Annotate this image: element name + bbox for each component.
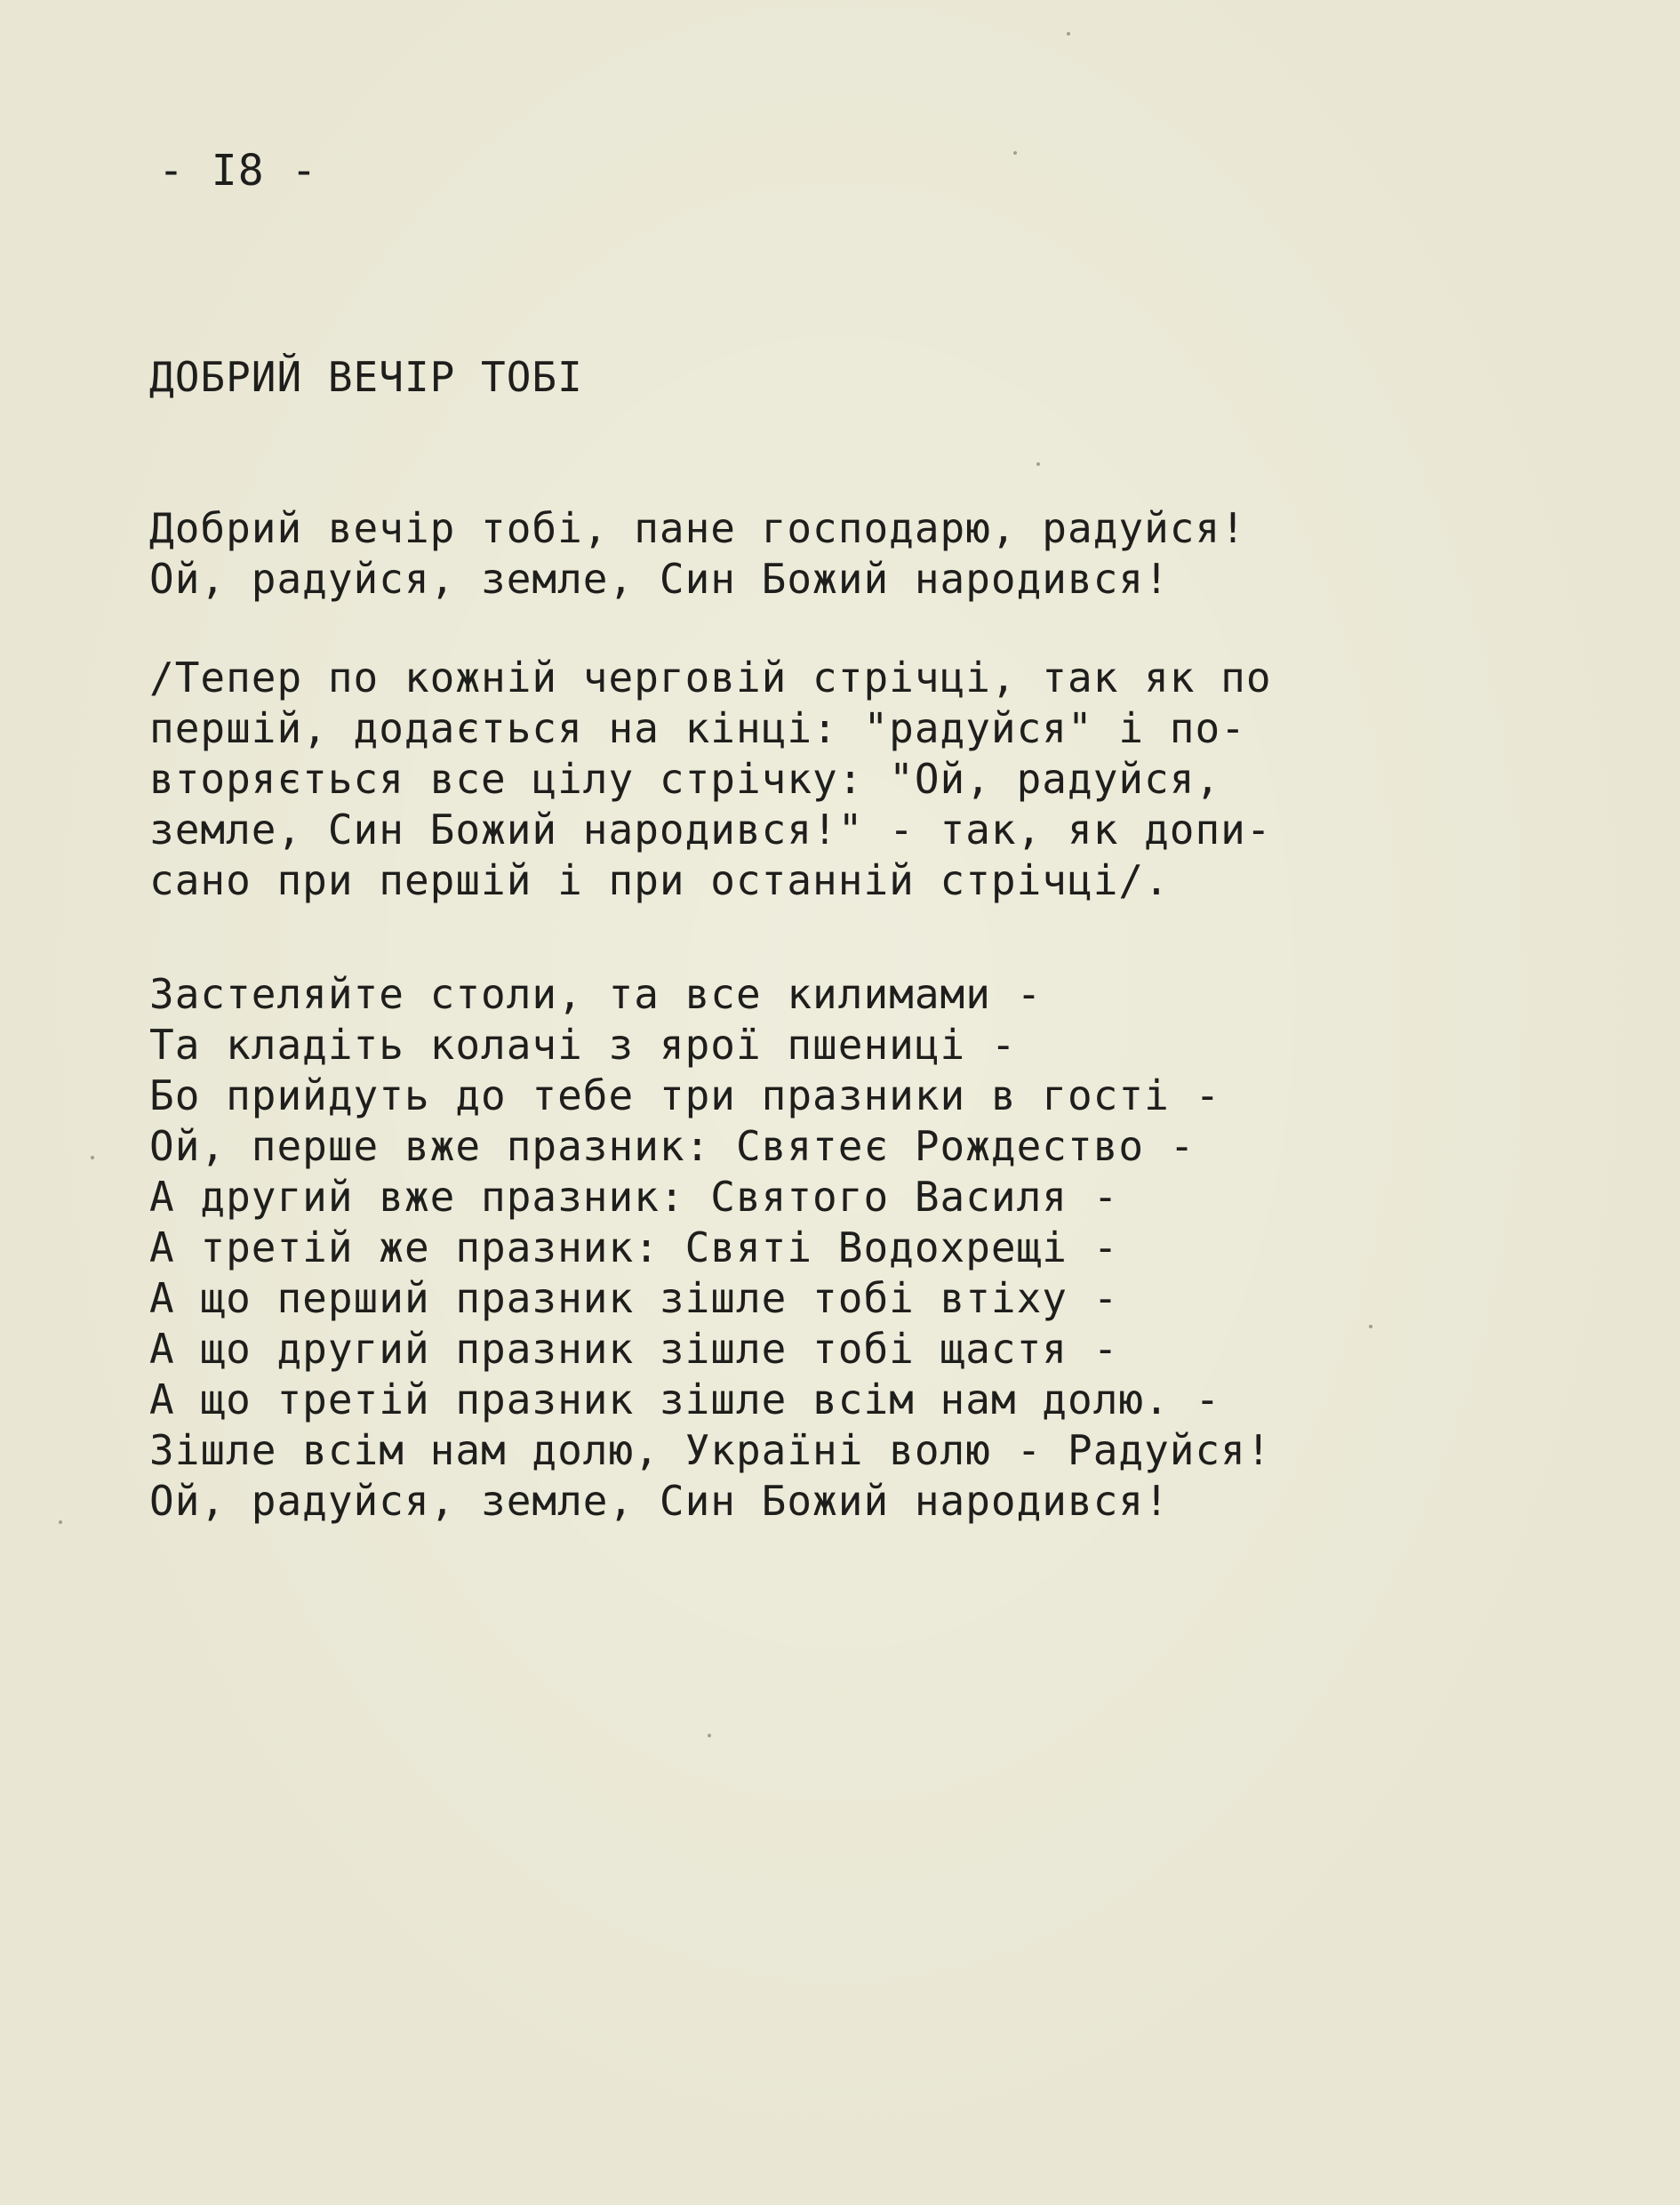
- paper-speck: [1369, 1325, 1372, 1328]
- paper-speck: [1067, 32, 1070, 36]
- refrain-line: Добрий вечір тобі, пане господарю, радуйся!: [149, 504, 1246, 552]
- instruction-note: [149, 653, 1272, 906]
- note-line: вторяється все цілу стрічку: "Ой, радуйся,: [149, 755, 1221, 803]
- verse-line: Ой, радуйся, земле, Син Божий народився!: [149, 1477, 1170, 1525]
- note-line: земле, Син Божий народився!" - так, як допи-: [149, 806, 1272, 854]
- note-line: сано при першій і при останній стрічці/.: [149, 856, 1170, 904]
- paper-speck: [708, 1734, 711, 1737]
- verse-line: А що третій празник зішле всім нам долю. -: [149, 1375, 1221, 1423]
- paper-speck: [1013, 151, 1017, 155]
- refrain-stanza: [149, 503, 1246, 605]
- page-number: - I8 -: [158, 146, 318, 196]
- paper-speck: [59, 1520, 62, 1524]
- refrain-line: Ой, радуйся, земле, Син Божий народився!: [149, 555, 1170, 603]
- verse-line: Бо прийдуть до тебе три празники в гості -: [149, 1071, 1221, 1119]
- verse-line: А третій же празник: Святі Водохрещі -: [149, 1223, 1119, 1271]
- verse-line: Застеляйте столи, та все килимами -: [149, 970, 1043, 1018]
- verse-line: А що другий празник зішле тобі щастя -: [149, 1325, 1119, 1373]
- note-line: /Тепер по кожній черговій стрічці, так як по: [149, 653, 1272, 702]
- verse-line: Та кладіть колачі з ярої пшениці -: [149, 1021, 1017, 1069]
- note-line: першій, додається на кінці: "радуйся" і по-: [149, 704, 1246, 752]
- verses-stanza: [149, 969, 1272, 1527]
- paper-speck: [1036, 462, 1040, 466]
- paper-speck: [91, 1156, 94, 1159]
- song-title: ДОБРИЙ ВЕЧІР ТОБІ: [149, 353, 583, 401]
- verse-line: А другий вже празник: Святого Василя -: [149, 1173, 1119, 1221]
- verse-line: Ой, перше вже празник: Святеє Рождество -: [149, 1122, 1196, 1170]
- verse-line: Зішле всім нам долю, Україні волю - Радуйся!: [149, 1426, 1272, 1474]
- verse-line: А що перший празник зішле тобі втіху -: [149, 1274, 1119, 1322]
